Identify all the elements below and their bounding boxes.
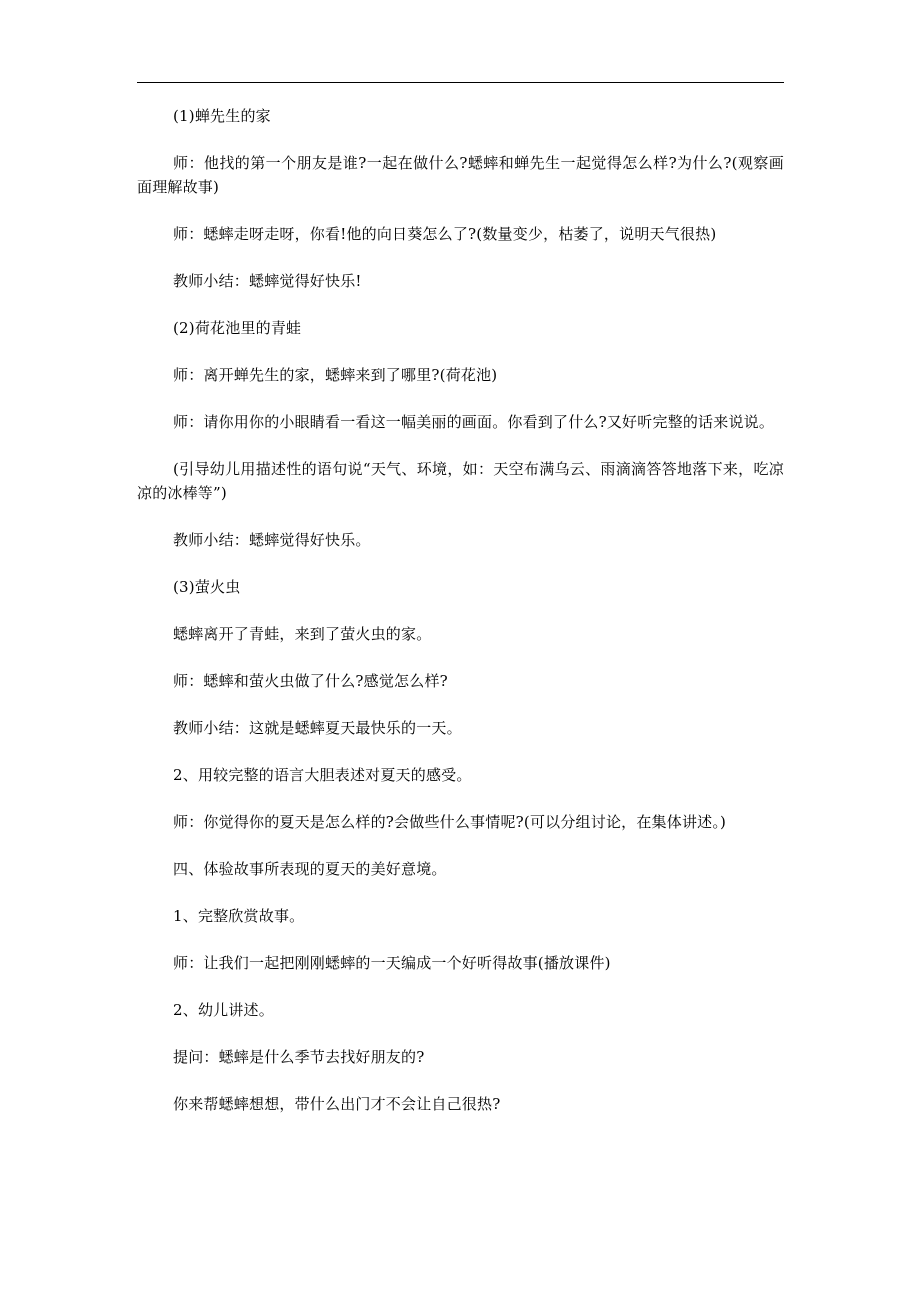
paragraph-summary-happiest-day: 教师小结：这就是蟋蟀夏天最快乐的一天。: [173, 719, 462, 737]
paragraph-teacher-lotus-pond: 师：离开蝉先生的家，蟋蟀来到了哪里?(荷花池): [173, 366, 498, 384]
paragraph-section-firefly-heading: (3)萤火虫: [173, 578, 241, 596]
paragraph-teacher-sunflower: 师：蟋蟀走呀走呀，你看!他的向日葵怎么了?(数量变少，枯萎了，说明天气很热): [173, 225, 717, 243]
paragraph-step-2-retell: 2、幼儿讲述。: [173, 1001, 274, 1019]
paragraph-teacher-firefly-question: 师：蟋蟀和萤火虫做了什么?感觉怎么样?: [173, 672, 448, 690]
document-body: [137, 104, 784, 1139]
paragraph-teacher-play-courseware: 师：让我们一起把刚刚蟋蟀的一天编成一个好听得故事(播放课件): [173, 954, 611, 972]
paragraph-teacher-your-summer: 师：你觉得你的夏天是怎么样的?会做些什么事情呢?(可以分组讨论，在集体讲述。): [173, 813, 727, 831]
paragraph-cricket-firefly-home: 蟋蟀离开了青蛙，来到了萤火虫的家。: [173, 625, 432, 643]
paragraph-step-1-appreciate: 1、完整欣赏故事。: [173, 907, 305, 925]
paragraph-step-2-express: 2、用较完整的语言大胆表述对夏天的感受。: [173, 766, 472, 784]
paragraph-section-frog-heading: (2)荷花池里的青蛙: [173, 319, 302, 337]
paragraph-guide-description: (引导幼儿用描述性的语句说“天气、环境，如：天空布满乌云、雨滴滴答答地落下来，吃凉凉的冰棒等”): [137, 460, 784, 502]
paragraph-teacher-look-picture: 师：请你用你的小眼睛看一看这一幅美丽的画面。你看到了什么?又好听完整的话来说说。: [173, 413, 775, 431]
paragraph-section-cicada-heading: (1)蝉先生的家: [173, 107, 271, 125]
paragraph-summary-happy-1: 教师小结：蟋蟀觉得好快乐!: [173, 272, 362, 290]
paragraph-question-season: 提问：蟋蟀是什么季节去找好朋友的?: [173, 1048, 425, 1066]
paragraph-teacher-question-first-friend: 师：他找的第一个朋友是谁?一起在做什么?蟋蟀和蝉先生一起觉得怎么样?为什么?(观察画面理解故事): [137, 154, 784, 196]
header-rule: [137, 82, 784, 83]
paragraph-section-four-heading: 四、体验故事所表现的夏天的美好意境。: [173, 860, 447, 878]
paragraph-summary-happy-2: 教师小结：蟋蟀觉得好快乐。: [173, 531, 371, 549]
paragraph-question-what-to-bring: 你来帮蟋蟀想想，带什么出门才不会让自己很热?: [173, 1095, 501, 1113]
